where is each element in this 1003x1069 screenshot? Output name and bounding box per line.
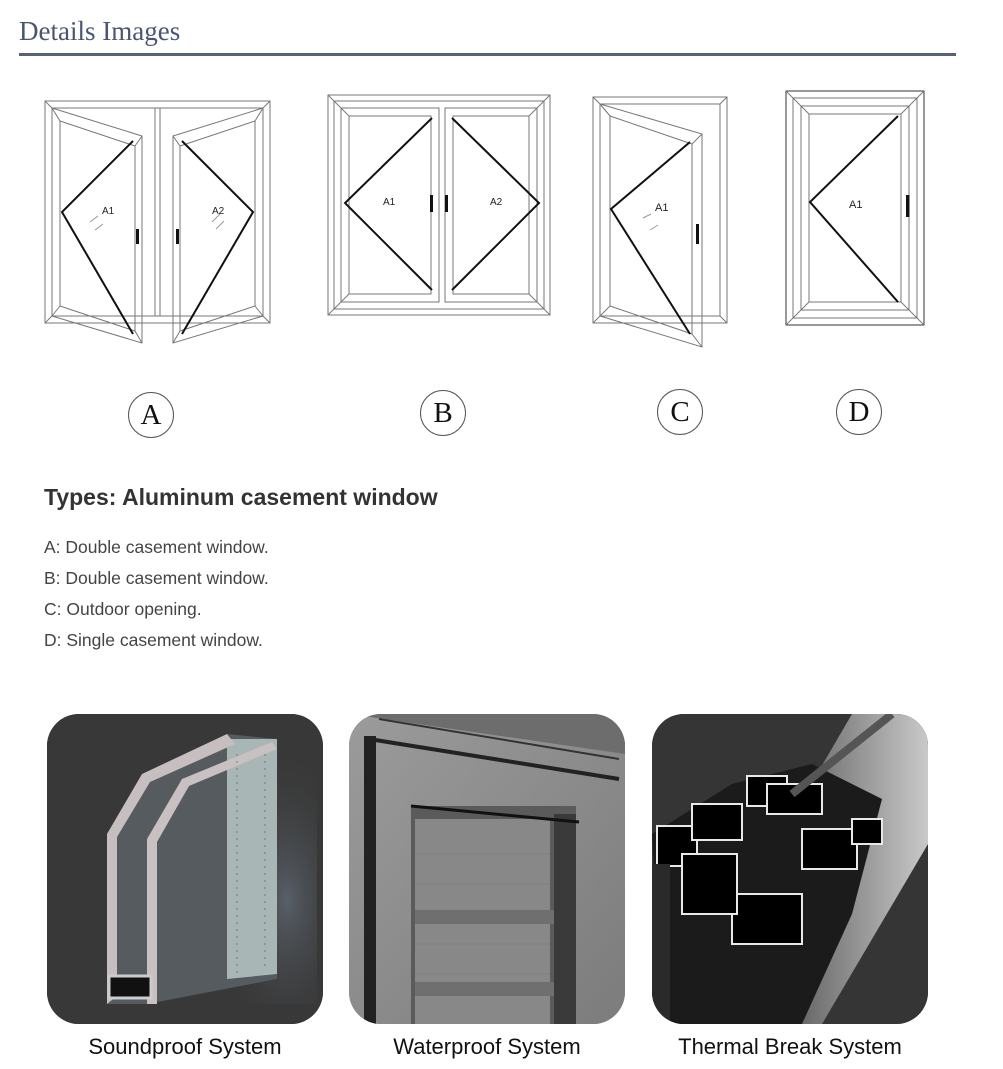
sash-label: A1: [383, 197, 396, 208]
window-diagram-c: [590, 94, 732, 350]
single-casement-open-diagram: [590, 94, 732, 350]
window-frame-image: [349, 714, 625, 1024]
double-glazing-image: [47, 714, 323, 1024]
diagram-label-b: B: [420, 390, 466, 436]
types-list-item: C: Outdoor opening.: [44, 599, 202, 619]
section-title: Details Images: [19, 16, 181, 46]
feature-soundproof: [47, 714, 323, 1059]
sash-label: A1: [849, 199, 863, 211]
feature-caption: Thermal Break System: [678, 1034, 902, 1059]
diagram-label-c: C: [657, 389, 703, 435]
feature-caption: Waterproof System: [393, 1034, 581, 1059]
aluminum-profile-image: [652, 714, 928, 1024]
sash-label: A2: [212, 206, 225, 217]
window-diagram-b: [325, 92, 553, 320]
feature-caption: Soundproof System: [88, 1034, 282, 1059]
feature-thermal-break: [652, 714, 928, 1059]
sash-label: A1: [102, 206, 115, 217]
single-casement-closed-diagram: [783, 88, 927, 328]
double-casement-open-diagram: [40, 96, 275, 348]
sash-label: A2: [490, 197, 503, 208]
double-casement-closed-diagram: [325, 92, 553, 320]
types-list: [44, 532, 269, 656]
types-list-item: D: Single casement window.: [44, 630, 263, 650]
window-diagram-a: [40, 96, 275, 348]
feature-waterproof: [349, 714, 625, 1059]
diagram-label-a: A: [128, 392, 174, 438]
sash-label: A1: [655, 202, 669, 214]
types-list-item: B: Double casement window.: [44, 568, 269, 588]
window-diagram-d: [783, 88, 927, 328]
types-list-item: A: Double casement window.: [44, 537, 269, 557]
title-divider: [19, 53, 956, 56]
types-heading: Types: Aluminum casement window: [44, 484, 438, 510]
diagram-label-d: D: [836, 389, 882, 435]
